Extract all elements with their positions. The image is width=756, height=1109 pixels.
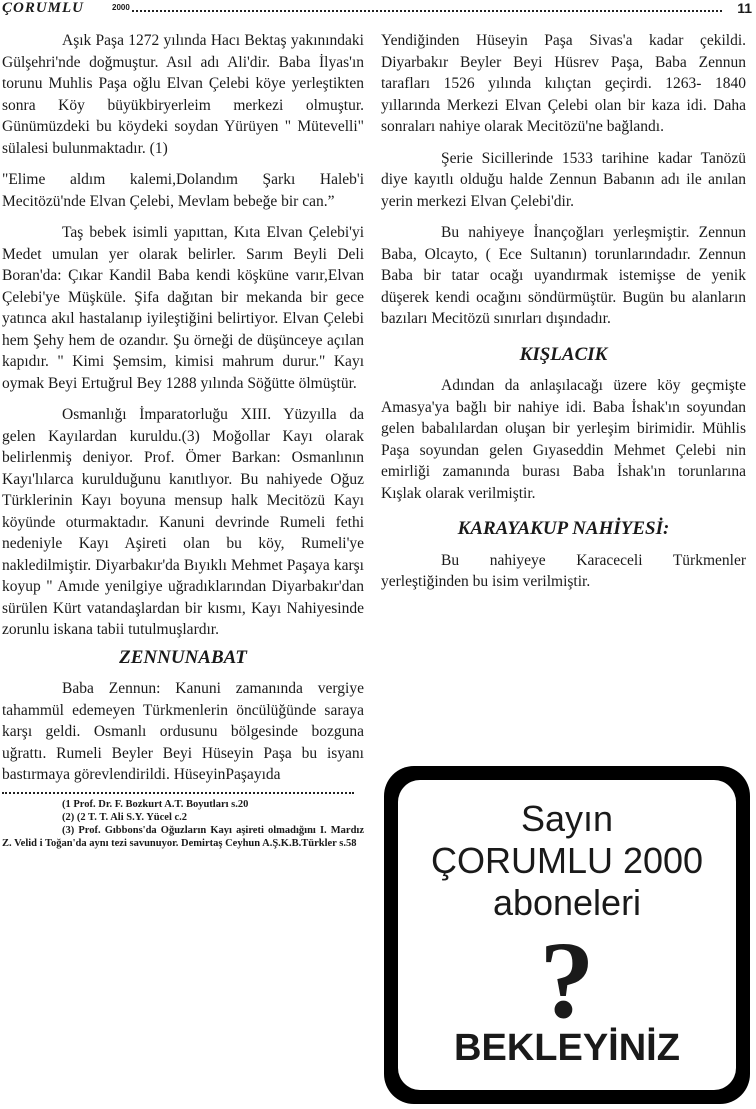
paragraph: Bu nahiyeye İnançoğları yerleşmiştir. Zennun Baba, Olcayto, ( Ece Sultanın) torunlarındadır. Zennun Baba bir tatar ocağı uyandırmak istemişse de yenik düşerek kendi ocağını söndürmüştür. Bugün bu alanların bazıları Mecitözü sınırları dışındadır. <box>381 224 746 327</box>
notice-callout: BEKLEYİNİZ <box>454 1027 680 1069</box>
paragraph: Bu nahiyeye Karaceceli Türkmenler yerleştiğinden bu isim verilmiştir. <box>381 551 746 590</box>
paragraph: Adından da anlaşılacağı üzere köy geçmişte Amasya'ya bağlı bir nahiye idi. Baba İshak'ın soyundan gelen babalılardan oluşan bir yerleşim birimidir. Mühlis Paşa soyundan gelen Gıyaseddin Mehmet Çelebi nin emirliği zamanında burası Baba İshak'ın torunlarına Kışlak olarak verilmiştir. <box>381 377 746 502</box>
page-number: 11 <box>737 0 752 16</box>
notice-inner <box>398 780 736 1090</box>
paragraph: Yendiğinden Hüseyin Paşa Sivas'a kadar çekildi. Diyarbakır Beyler Beyi Hüsrev Paşa, Baba Zennun tarafları 1526 yılında kılıçtan geçirdi. 1263- 1840 yıllarında Merkezi Elvan Çelebi olan bir kaza idi. Daha sonraları nahiye olarak Mecitözü'ne bağlandı. <box>381 32 746 135</box>
publication-title: ÇORUMLU <box>2 0 85 16</box>
paragraph: Osmanlığı İmparatorluğu XIII. Yüzyılla da gelen Kayılardan kuruldu.(3) Moğollar Kayı olarak belirlenmiş deniyor. Prof. Ömer Barkan: Osmanlının Kayı'lılarca kurulduğunu kanıtlıyor. Bu nahiyede Oğuz Türklerinin Kayı boyuna mensup halk Mecitözü Kayı köyünde oturmaktadır. Kanuni devrinde Rumeli fethi nedeniyle Kayı Aşireti olan bu köy, Rumeli'ye nakledilmiştir. Diyarbakır'da Bıyıklı Mehmet Paşaya karşı koyup " Amıde yenilgiye uğradıklarından Diyarbakır'dan sürülen Kürt vatandaşlardan bir kısmı, Kayı Nahiyesinde zorunlu iskana tabii tutulmuşlardır. <box>2 406 364 638</box>
page-header <box>0 0 756 20</box>
notice-publication: ÇORUMLU 2000 <box>430 840 704 881</box>
section-heading: KIŞLACIK <box>519 343 608 365</box>
section-heading: ZENNUNABAT <box>119 646 247 668</box>
footnote-divider <box>2 792 354 794</box>
paragraph: Taş bebek isimli yapıttan, Kıta Elvan Çelebi'yi Medet umulan yer olarak belirler. Sarım Beyli Deli Boran'da: Çıkar Kandil Baba kendi köşküne varır,Elvan Çelebi'ye Müşküle. Şifa dağıtan bir mekanda bir gece yatınca akıl hastalanıp iyileştiğini belirtiyor. Elvan Çelebi hem Şehy hem de ozandır. Şu örneği de düşünceye açılan kapıdır. " Kimi Şemsim, kimisi mahrum durur." Kayı oymak Beyi Ertuğrul Bey 1288 yılında Söğütte ölmüştür. <box>2 224 364 392</box>
section-heading: KARAYAKUP NAHİYESİ: <box>457 518 670 539</box>
paragraph: Şerie Sicillerinde 1533 tarihine kadar Tanözü diye kayıtlı olduğu halde Zennun Babanın adı ile anılan yerin merkezi Elvan Çelebi'dir. <box>381 149 746 210</box>
paragraph: Aşık Paşa 1272 yılında Hacı Bektaş yakınındaki Gülşehri'nde doğmuştur. Asıl adı Ali'dir. Baba İlyas'ın torunu Muhlis Paşa oğlu Elvan Çelebi köye yerleştikten sonra Köy büyükbiryerleim merkezi olmuştur. Günümüzdeki bu köydeki soydan Yürüyen " Mütevelli" sülalesi bulunmaktadır. (1) <box>2 32 364 157</box>
notice-audience: aboneleri <box>492 882 642 923</box>
left-column <box>2 30 364 850</box>
subscriber-notice-box <box>384 766 750 1104</box>
footnote: (2) (2 T. T. Ali S.Y. Yücel c.2 <box>62 811 188 823</box>
poem-quote: "Elime aldım kalemi,Dolandım Şarkı Haleb'i Mecitözü'nde Elvan Çelebi, Mevlam bebeğe bir can.” <box>2 171 364 210</box>
question-mark-icon: ? <box>539 919 595 1041</box>
right-column <box>381 30 746 593</box>
footnote: (3) Prof. Gıbbons'da Oğuzların Kayı aşireti olmadığını I. Mardız Z. Velid i Toğan'da aynı tezi savunuyor. Demirtaş Ceyhun A.Ş.K.B.Türkler s.58 <box>2 824 364 849</box>
notice-greeting: Sayın <box>520 798 614 839</box>
header-dotted-rule <box>132 10 722 12</box>
publication-year: 2000 <box>112 3 130 12</box>
footnote: (1 Prof. Dr. F. Bozkurt A.T. Boyutları s.20 <box>62 798 249 810</box>
paragraph: Baba Zennun: Kanuni zamanında vergiye tahammül edemeyen Türkmenlerin öncülüğünde saraya karşı geldi. Osmanlı ordusunu bölgesinde bozguna uğrattı. Rumeli Beyler Beyi Hüseyin Paşa bu isyanı bastırmaya görevlendirildi. HüseyinPaşayıda <box>2 680 364 783</box>
